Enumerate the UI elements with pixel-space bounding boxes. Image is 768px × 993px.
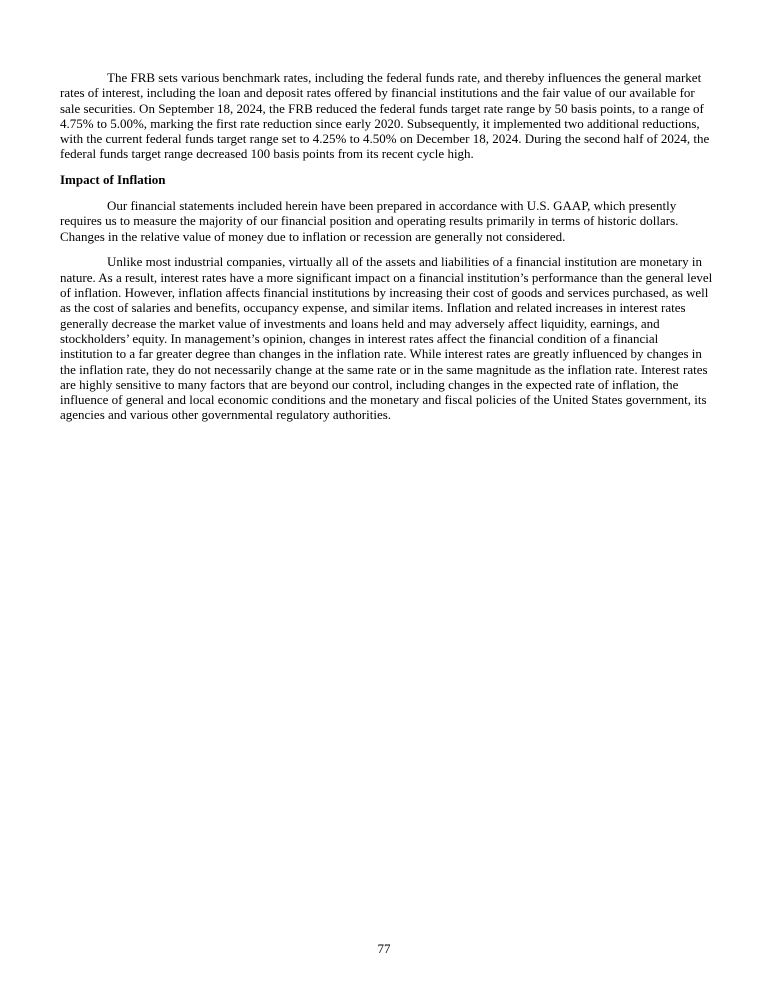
text-line: requires us to measure the majority of our financial position and operating results primarily in terms of historic dollars. [60, 213, 679, 229]
text-line: The FRB sets various benchmark rates, including the federal funds rate, and thereby influences the general market [107, 70, 702, 85]
paragraph-gaap [60, 198, 720, 244]
text-line: sale securities. On September 18, 2024, the FRB reduced the federal funds target rate range by 50 basis points, to a range of [60, 100, 704, 116]
text-line: stockholders’ equity. In management’s opinion, changes in interest rates affect the financial condition of a financial [60, 330, 659, 346]
paragraph-monetary-nature [60, 254, 720, 422]
heading-impact-of-inflation: Impact of Inflation [60, 172, 166, 188]
text-line: are highly sensitive to many factors that are beyond our control, including changes in the expected rate of inflation, the [60, 376, 679, 392]
text-line: Changes in the relative value of money due to inflation or recession are generally not considered. [60, 228, 566, 244]
text-line: as the cost of salaries and benefits, occupancy expense, and similar items. Inflation and related increases in interest rates [60, 300, 686, 316]
page-content [60, 70, 720, 433]
text-line: federal funds target range decreased 100 basis points from its recent cycle high. [60, 146, 474, 162]
text-line: the inflation rate, they do not necessarily change at the same rate or in the same magnitude as the inflation rate. Interest rates [60, 361, 708, 377]
text-line: of inflation. However, inflation affects financial institutions by increasing their cost of goods and services purchased, as well [60, 285, 709, 301]
text-line: nature. As a result, interest rates have a more significant impact on a financial institution’s performance than the general level [60, 269, 713, 285]
text-line: Unlike most industrial companies, virtually all of the assets and liabilities of a financial institution are monetary in [107, 254, 702, 270]
page-number: 77 [377, 941, 391, 956]
text-line: influence of general and local economic conditions and the monetary and fiscal policies of the United States government, its [60, 392, 707, 408]
text-line: with the current federal funds target range set to 4.25% to 4.50% on December 18, 2024. During the second half of 2024, the [60, 131, 710, 147]
text-line: generally decrease the market value of investments and loans held and may adversely affect liquidity, earnings, and [60, 315, 660, 331]
text-line: agencies and various other governmental regulatory authorities. [60, 407, 392, 423]
text-line: institution to a far greater degree than changes in the inflation rate. While interest rates are greatly influenced by changes in [60, 346, 702, 362]
text-line: rates of interest, including the loan and deposit rates offered by financial institutions and the fair value of our available for [60, 85, 695, 101]
text-line: Our financial statements included herein have been prepared in accordance with U.S. GAAP, which presently [107, 198, 677, 214]
text-line: 4.75% to 5.00%, marking the first rate reduction since early 2020. Subsequently, it implemented two additional reductions, [60, 115, 700, 131]
paragraph-frb-rates [60, 70, 720, 162]
